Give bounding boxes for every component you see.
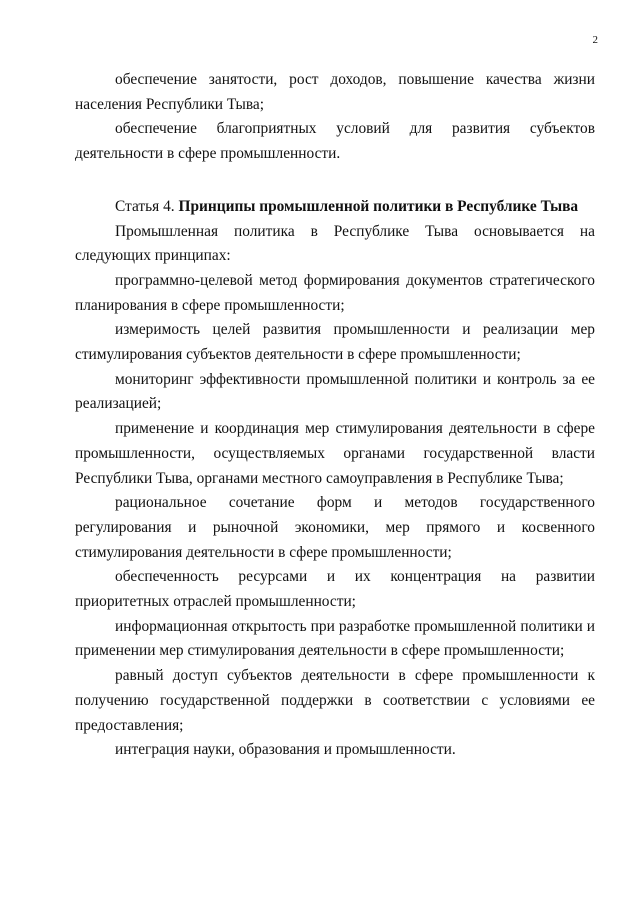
principle-item: обеспеченность ресурсами и их концентрация на развитии приоритетных отраслей промышленности; [75, 568, 595, 611]
intro-item: обеспечение занятости, рост доходов, повышение качества жизни населения Республики Тыва; [75, 71, 595, 113]
principle-item: интеграция науки, образования и промышленности. [115, 741, 456, 759]
article-heading [75, 195, 595, 220]
principle-item: рациональное сочетание форм и методов государственного регулирования и рыночной экономики, мер прямого и косвенного стимулирования деятельности в сфере промышленности; [75, 494, 595, 561]
principle-item: мониторинг эффективности промышленной политики и контроль за ее реализацией; [75, 370, 595, 413]
principle-item: применение и координация мер стимулирования деятельности в сфере промышленности, осуществляемых органами государственной власти Республики Тыва, органами местного самоуправления в Республике Тыва; [75, 420, 595, 487]
intro-item: обеспечение благоприятных условий для развития субъектов деятельности в сфере промышленности. [75, 120, 595, 163]
principle-item: равный доступ субъектов деятельности в сфере промышленности к получению государственной поддержки в соответствии с условиями ее предоставления; [75, 667, 595, 734]
article-lead: Промышленная политика в Республике Тыва основывается на следующих принципах: [75, 222, 595, 265]
principle-item: информационная открытость при разработке промышленной политики и применении мер стимулирования деятельности в сфере промышленности; [75, 617, 595, 660]
principle-item: программно-целевой метод формирования документов стратегического планирования в сфере промышленности; [75, 271, 595, 314]
page-number: 2 [592, 34, 598, 46]
article-title: Принципы промышленной политики в Республике Тыва [178, 197, 579, 215]
principle-item: измеримость целей развития промышленности и реализации мер стимулирования субъектов деятельности в сфере промышленности; [75, 321, 595, 364]
document-body [75, 68, 595, 763]
article-number: Статья 4. [115, 197, 175, 215]
